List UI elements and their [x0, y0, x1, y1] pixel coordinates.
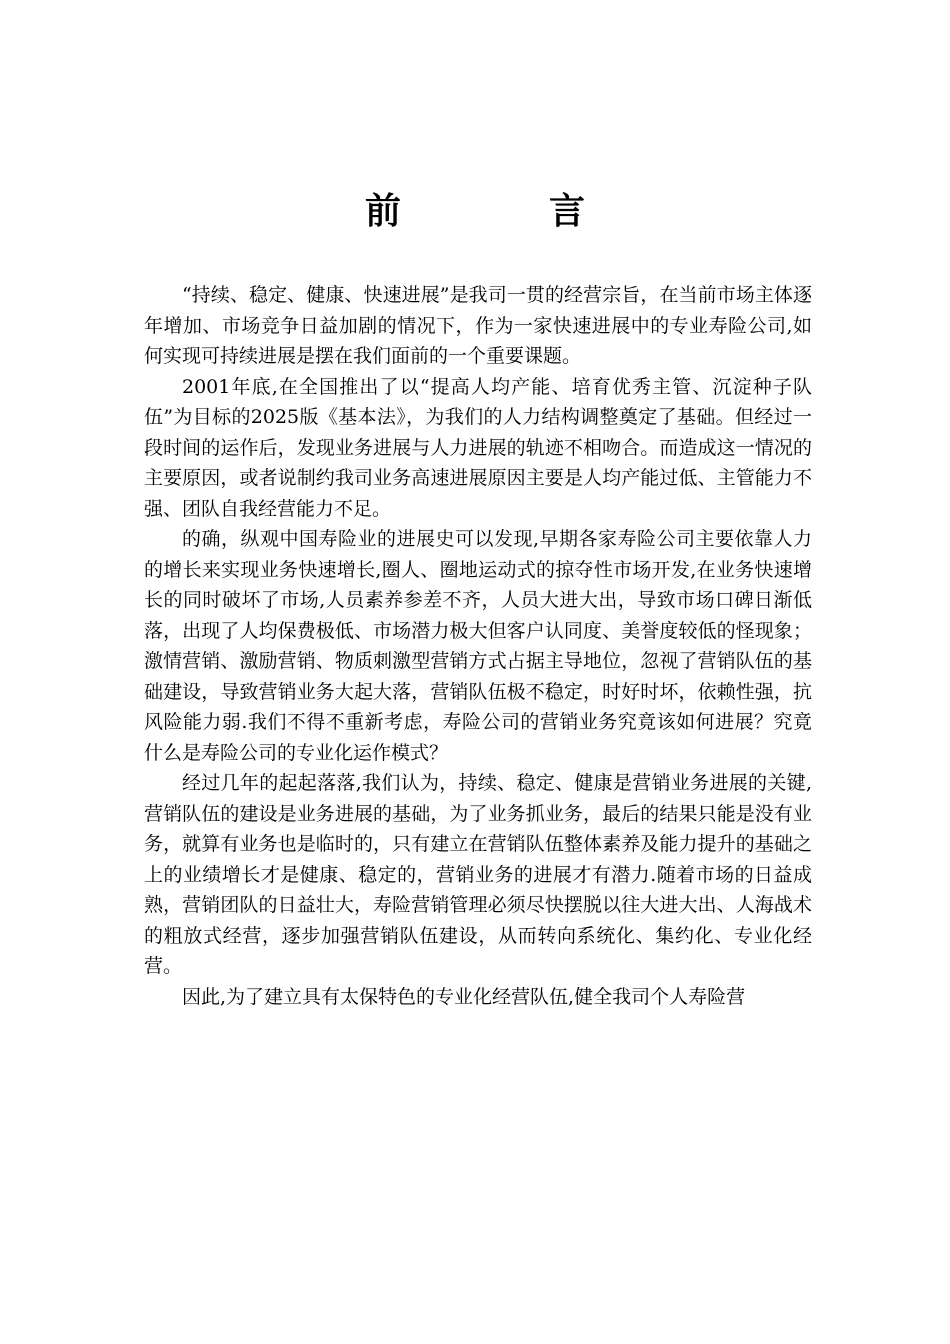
paragraph: 的确，纵观中国寿险业的进展史可以发现,早期各家寿险公司主要依靠人力的增长来实现业务快速增长,圈人、圈地运动式的掠夺性市场开发,在业务快速增长的同时破坏了市场,人员素养参差不齐，人员大进大出，导致市场口碑日渐低落，出现了人均保费极低、市场潜力极大但客户认同度、美誉度较低的怪现象；激情营销、激励营销、物质刺激型营销方式占据主导地位，忽视了营销队伍的基础建设，导致营销业务大起大落，营销队伍极不稳定，时好时坏，依赖性强，抗风险能力弱.我们不得不重新考虑，寿险公司的营销业务究竟该如何进展？究竟什么是寿险公司的专业化运作模式？ — [144, 528, 812, 764]
page-title: 前 言 — [364, 190, 641, 232]
paragraph: “持续、稳定、健康、快速进展”是我司一贯的经营宗旨，在当前市场主体逐年增加、市场竞争日益加剧的情况下，作为一家快速进展中的专业寿险公司,如何实现可持续进展是摆在我们面前的一个重要课题。 — [144, 284, 812, 367]
paragraph: 因此,为了建立具有太保特色的专业化经营队伍,健全我司个人寿险营 — [182, 985, 746, 1008]
body-text — [144, 280, 812, 1012]
paragraph: 2001年底,在全国推出了以“提高人均产能、培育优秀主管、沉淀种子队伍”为目标的2025版《基本法》，为我们的人力结构调整奠定了基础。但经过一段时间的运作后，发现业务进展与人力进展的轨迹不相吻合。而造成这一情况的主要原因，或者说制约我司业务高速进展原因主要是人均产能过低、主管能力不强、团队自我经营能力不足。 — [144, 375, 812, 520]
paragraph: 经过几年的起起落落,我们认为，持续、稳定、健康是营销业务进展的关键,营销队伍的建设是业务进展的基础，为了业务抓业务，最后的结果只能是没有业务，就算有业务也是临时的，只有建立在营销队伍整体素养及能力提升的基础之上的业绩增长才是健康、稳定的，营销业务的进展才有潜力.随着市场的日益成熟，营销团队的日益壮大，寿险营销管理必须尽快摆脱以往大进大出、人海战术的粗放式经营，逐步加强营销队伍建设，从而转向系统化、集约化、专业化经营。 — [144, 772, 812, 977]
